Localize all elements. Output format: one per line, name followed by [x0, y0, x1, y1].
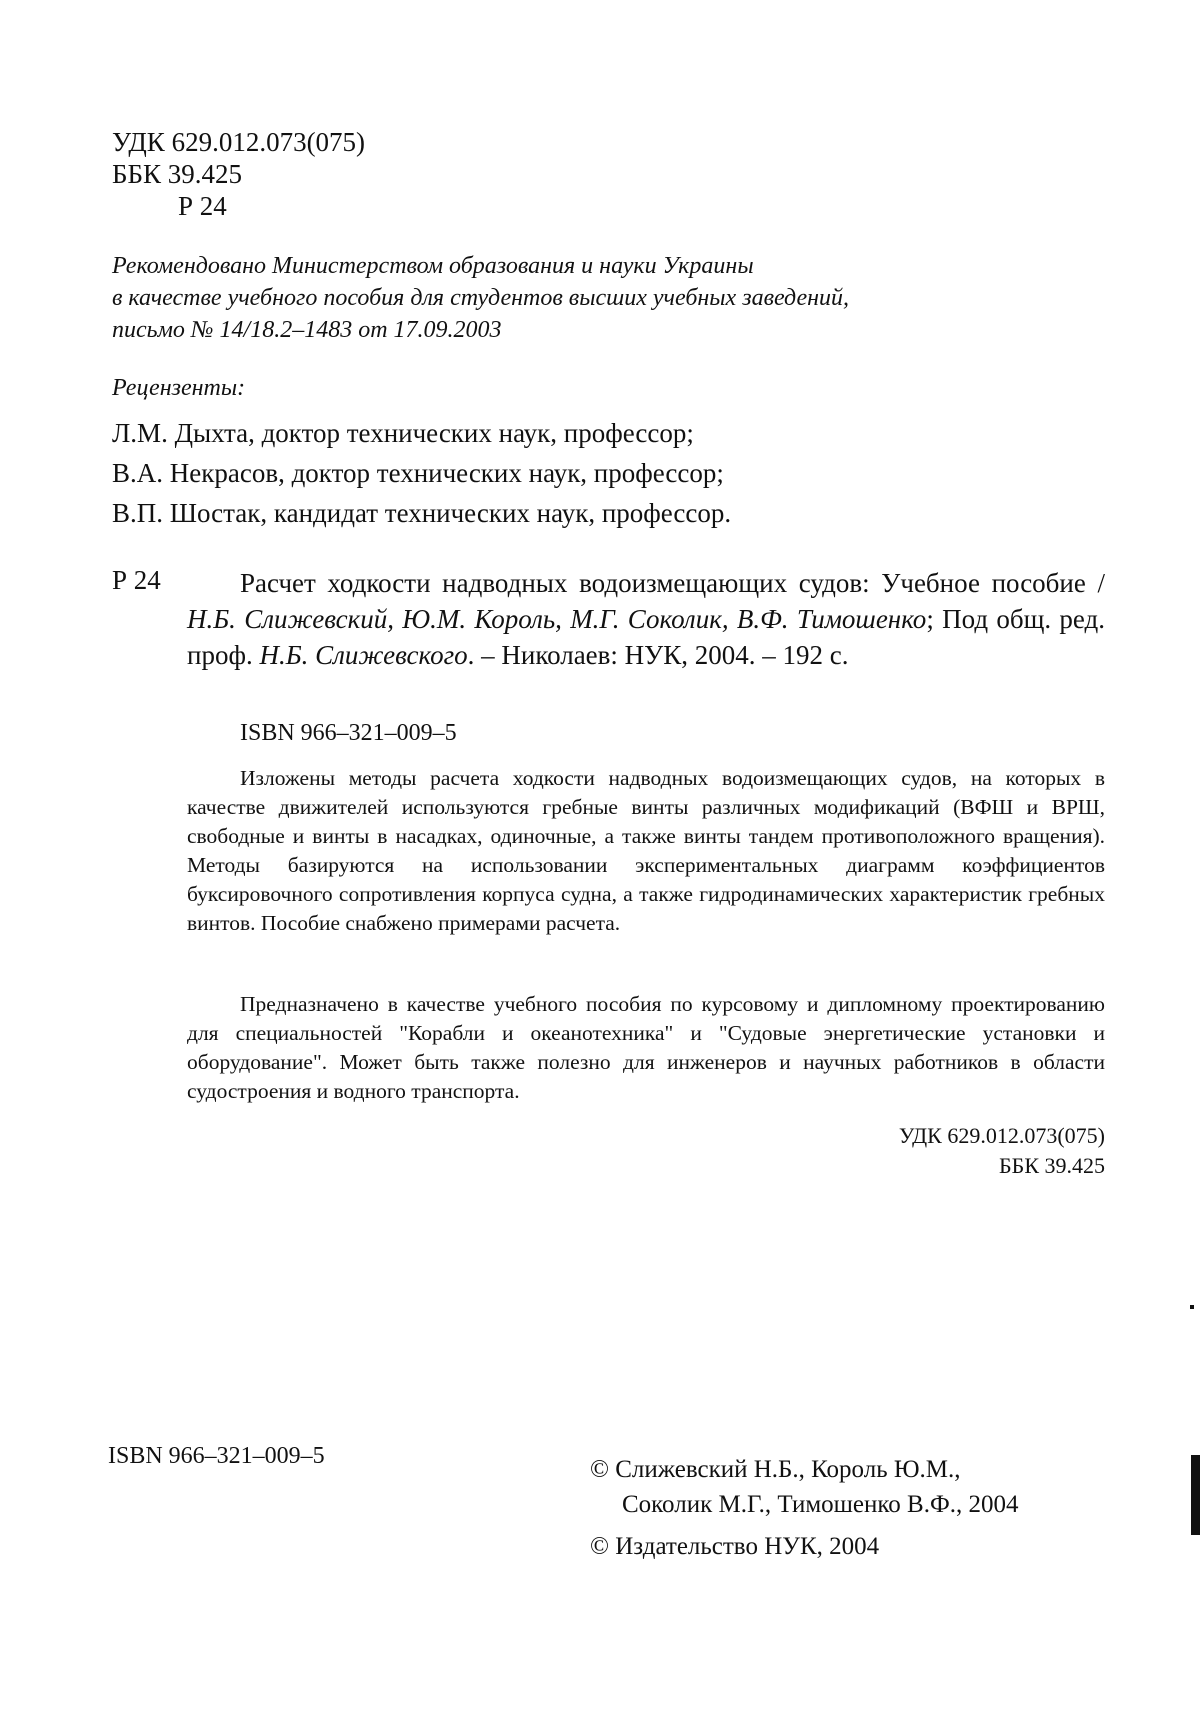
biblio-publisher: . – Николаев: НУК, 2004. – 192 с.	[467, 640, 849, 670]
biblio-text	[187, 565, 1105, 673]
reviewer-item: Л.М. Дыхта, доктор технических наук, профессор;	[112, 418, 694, 448]
copyright-line: © Слижевский Н.Б., Король Ю.М.,	[590, 1456, 961, 1483]
biblio-authors: Н.Б. Слижевский, Ю.М. Король, М.Г. Соколик, В.Ф. Тимошенко	[187, 604, 927, 634]
scan-artifact	[1191, 1455, 1200, 1535]
recommendation-line: письмо № 14/18.2–1483 от 17.09.2003	[112, 317, 502, 343]
recommendation-line: в качестве учебного пособия для студентов высших учебных заведений,	[112, 285, 850, 311]
biblio-separator: /	[1085, 568, 1105, 598]
annotation-paragraph: Изложены методы расчета ходкости надводных водоизмещающих судов, на которых в качестве движителей используются гребные винты различных модификаций (ВФШ и ВРШ, свободные и винты в насадках, одиночные, а также винты тандем противоположного вращения). Методы базируются на использовании экспериментальных диаграмм коэффициентов буксировочного сопротивления корпуса судна, а также гидродинамических характеристик гребных винтов. Пособие снабжено примерами расчета.	[187, 766, 1105, 935]
bbk-code: ББК 39.425	[112, 159, 243, 189]
udk-code-right: УДК 629.012.073(075)	[898, 1123, 1105, 1148]
reviewer-item: В.А. Некрасов, доктор технических наук, профессор;	[112, 458, 724, 488]
reviewers-heading: Рецензенты:	[112, 375, 246, 401]
biblio-title: Расчет ходкости надводных водоизмещающих судов: Учебное пособие	[240, 568, 1086, 598]
udk-code: УДК 629.012.073(075)	[112, 127, 366, 157]
reviewer-item: В.П. Шостак, кандидат технических наук, профессор.	[112, 498, 732, 528]
author-code: Р 24	[178, 191, 227, 221]
biblio-description	[187, 565, 1105, 673]
isbn-bottom: ISBN 966–321–009–5	[108, 1443, 325, 1469]
annotation-paragraph: Предназначено в качестве учебного пособия по курсовому и дипломному проектированию для специальностей "Корабли и океанотехника" и "Судовые энергетические установки и оборудование". Может быть также полезно для инженеров и научных работников в области судостроения и водного транспорта.	[187, 992, 1105, 1103]
scan-artifact	[1190, 1305, 1194, 1309]
copyright-line: © Издательство НУК, 2004	[590, 1533, 880, 1560]
biblio-code: Р 24	[112, 565, 161, 595]
biblio-editor-label: ; Под общ. ред. проф.	[187, 604, 1106, 670]
recommendation-line: Рекомендовано Министерством образования и науки Украины	[112, 253, 754, 279]
copyright-line: Соколик М.Г., Тимошенко В.Ф., 2004	[622, 1491, 1019, 1518]
isbn: ISBN 966–321–009–5	[240, 720, 457, 746]
bbk-code-right: ББК 39.425	[999, 1153, 1105, 1178]
biblio-editor: Н.Б. Слижевского	[259, 640, 468, 670]
recommendation	[112, 250, 1012, 346]
